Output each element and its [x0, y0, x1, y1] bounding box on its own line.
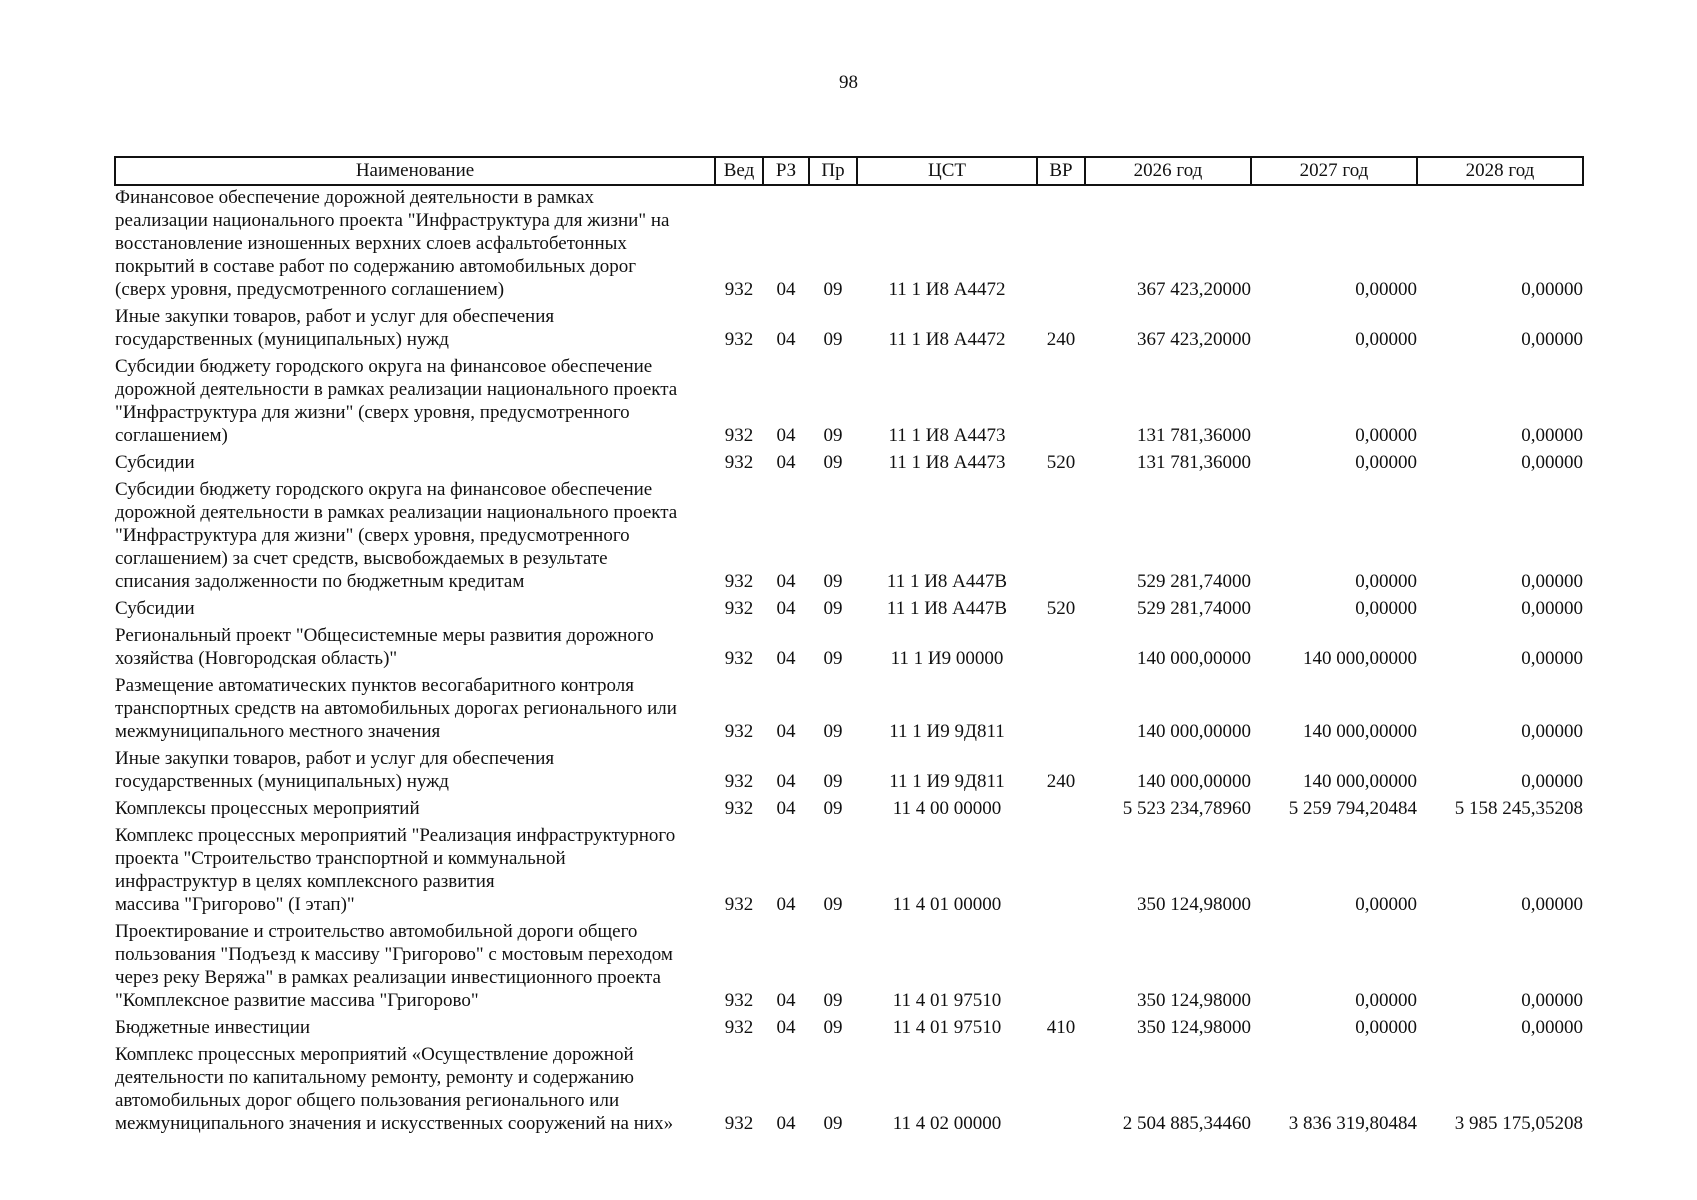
cell-2028: 0,00000	[1521, 598, 1583, 619]
cell-ved: 932	[724, 990, 754, 1011]
cell-2027: 140 000,00000	[1303, 721, 1417, 742]
cell-cst: 11 4 00 00000	[892, 798, 1002, 819]
cell-rz: 04	[776, 990, 796, 1011]
table-header	[115, 157, 1583, 185]
cell-rz: 04	[776, 1017, 796, 1038]
cell-name	[115, 478, 715, 597]
row-name-text: Бюджетные инвестиции	[115, 1017, 311, 1038]
cell-2028: 0,00000	[1521, 1017, 1583, 1038]
cell-2026: 140 000,00000	[1137, 648, 1251, 669]
cell-ved: 932	[724, 798, 754, 819]
cell-rz: 04	[776, 1113, 796, 1134]
cell-2028: 0,00000	[1521, 721, 1583, 742]
cell-rz: 04	[776, 798, 796, 819]
cell-name	[115, 185, 715, 305]
cell-name	[115, 624, 715, 674]
cell-vr: 240	[1046, 771, 1076, 792]
cell-ved: 932	[724, 1113, 754, 1134]
cell-pr: 09	[823, 279, 843, 300]
cell-vr: 410	[1046, 1017, 1076, 1038]
column-header-pr: Пр	[809, 157, 857, 185]
cell-name	[115, 824, 715, 920]
table-row	[115, 1016, 1583, 1043]
row-name-text: Субсидии бюджету городского округа на финансовое обеспечение дорожной деятельности в рамках реализации национального проекта "Инфраструктура для жизни" (сверх уровня, предусмотренного соглашением) за счет средств, высвобождаемых в результате списания задолженности по бюджетным кредитам	[115, 479, 678, 592]
row-name-text: Иные закупки товаров, работ и услуг для обеспечения государственных (муниципальных) нужд	[115, 306, 555, 350]
cell-2026: 140 000,00000	[1137, 771, 1251, 792]
cell-cst: 11 1 И9 00000	[890, 648, 1004, 669]
cell-2027: 0,00000	[1355, 1017, 1417, 1038]
cell-vr	[1037, 674, 1085, 747]
cell-vr	[1037, 797, 1085, 824]
cell-ved: 932	[724, 279, 754, 300]
cell-2028: 3 985 175,05208	[1454, 1113, 1583, 1134]
cell-cst: 11 1 И9 9Д811	[889, 721, 1005, 742]
cell-ved: 932	[724, 571, 754, 592]
cell-2028: 5 158 245,35208	[1454, 798, 1583, 819]
cell-rz: 04	[776, 425, 796, 446]
row-name-text: Субсидии бюджету городского округа на финансовое обеспечение дорожной деятельности в рамках реализации национального проекта "Инфраструктура для жизни" (сверх уровня, предусмотренного соглашением)	[115, 356, 678, 446]
table-row	[115, 597, 1583, 624]
table-row	[115, 478, 1583, 597]
table-row	[115, 920, 1583, 1016]
cell-cst: 11 1 И8 А4473	[888, 425, 1006, 446]
cell-2026: 5 523 234,78960	[1122, 798, 1251, 819]
cell-2026: 2 504 885,34460	[1122, 1113, 1251, 1134]
cell-rz: 04	[776, 279, 796, 300]
cell-ved: 932	[724, 598, 754, 619]
cell-name	[115, 1016, 715, 1043]
cell-cst: 11 1 И8 А4472	[888, 329, 1006, 350]
cell-cst: 11 4 02 00000	[892, 1113, 1002, 1134]
cell-vr	[1037, 478, 1085, 597]
cell-name	[115, 747, 715, 797]
cell-pr: 09	[823, 798, 843, 819]
cell-2028: 0,00000	[1521, 894, 1583, 915]
column-header-2026: 2026 год	[1085, 157, 1251, 185]
cell-vr	[1037, 920, 1085, 1016]
cell-name	[115, 920, 715, 1016]
cell-vr	[1037, 824, 1085, 920]
table-row	[115, 747, 1583, 797]
cell-pr: 09	[823, 1017, 843, 1038]
cell-vr: 520	[1046, 598, 1076, 619]
cell-2028: 0,00000	[1521, 329, 1583, 350]
column-header-2028: 2028 год	[1417, 157, 1583, 185]
column-header-2027: 2027 год	[1251, 157, 1417, 185]
cell-cst: 11 1 И8 А447В	[886, 598, 1008, 619]
page-number: 98	[839, 72, 858, 93]
cell-2027: 0,00000	[1355, 425, 1417, 446]
column-header-name: Наименование	[115, 157, 715, 185]
cell-cst: 11 4 01 00000	[892, 894, 1002, 915]
cell-2027: 0,00000	[1355, 329, 1417, 350]
column-header-rz: РЗ	[763, 157, 809, 185]
cell-pr: 09	[823, 425, 843, 446]
cell-rz: 04	[776, 771, 796, 792]
row-name-text: Комплекс процессных мероприятий "Реализация инфраструктурного проекта "Строительство транспортной и коммунальной инфраструктур в целях комплексного развития массива "Григорово" (I этап)"	[115, 825, 676, 915]
cell-2028: 0,00000	[1521, 425, 1583, 446]
cell-rz: 04	[776, 894, 796, 915]
cell-pr: 09	[823, 329, 843, 350]
cell-2028: 0,00000	[1521, 648, 1583, 669]
cell-name	[115, 451, 715, 478]
cell-2026: 350 124,98000	[1137, 894, 1251, 915]
column-header-vr: ВР	[1037, 157, 1085, 185]
cell-vr: 240	[1046, 329, 1076, 350]
row-name-text: Комплексы процессных мероприятий	[115, 798, 420, 819]
cell-cst: 11 4 01 97510	[892, 1017, 1002, 1038]
row-name-text: Финансовое обеспечение дорожной деятельности в рамках реализации национального проекта "Инфраструктура для жизни" на восстановление изношенных верхних слоев асфальтобетонных покрытий в составе работ по содержанию автомобильных дорог (сверх уровня, предусмотренного соглашением)	[115, 187, 670, 300]
cell-rz: 04	[776, 721, 796, 742]
table-row	[115, 305, 1583, 355]
cell-name	[115, 355, 715, 451]
cell-ved: 932	[724, 1017, 754, 1038]
cell-vr	[1037, 1043, 1085, 1139]
cell-name	[115, 597, 715, 624]
row-name-text: Субсидии	[115, 452, 195, 473]
cell-vr: 520	[1046, 452, 1076, 473]
cell-rz: 04	[776, 598, 796, 619]
cell-vr	[1037, 624, 1085, 674]
cell-cst: 11 1 И8 А447В	[886, 571, 1008, 592]
cell-ved: 932	[724, 648, 754, 669]
column-header-ved: Вед	[715, 157, 763, 185]
cell-pr: 09	[823, 571, 843, 592]
column-header-cst: ЦСТ	[857, 157, 1037, 185]
table-row	[115, 824, 1583, 920]
row-name-text: Комплекс процессных мероприятий «Осуществление дорожной деятельности по капитальному ремонту, ремонту и содержанию автомобильных дорог общего пользования регионального или межмуниципального значения и искусственных сооружений на них»	[115, 1044, 674, 1134]
cell-2027: 5 259 794,20484	[1288, 798, 1417, 819]
table-row	[115, 674, 1583, 747]
cell-2028: 0,00000	[1521, 771, 1583, 792]
row-name-text: Проектирование и строительство автомобильной дороги общего пользования "Подъезд к массиву "Григорово" с мостовым переходом через реку Веряжа" в рамках реализации инвестиционного проекта "Комплексное развитие массива "Григорово"	[115, 921, 673, 1011]
cell-name	[115, 305, 715, 355]
cell-2026: 529 281,74000	[1137, 571, 1251, 592]
cell-ved: 932	[724, 771, 754, 792]
cell-2027: 0,00000	[1355, 598, 1417, 619]
cell-ved: 932	[724, 329, 754, 350]
cell-cst: 11 1 И8 А4473	[888, 452, 1006, 473]
table-row	[115, 355, 1583, 451]
row-name-text: Иные закупки товаров, работ и услуг для обеспечения государственных (муниципальных) нужд	[115, 748, 555, 792]
cell-2026: 131 781,36000	[1137, 452, 1251, 473]
cell-2027: 140 000,00000	[1303, 648, 1417, 669]
budget-table	[114, 156, 1584, 1139]
cell-2027: 3 836 319,80484	[1288, 1113, 1417, 1134]
cell-ved: 932	[724, 452, 754, 473]
cell-pr: 09	[823, 598, 843, 619]
cell-rz: 04	[776, 648, 796, 669]
cell-cst: 11 1 И8 А4472	[888, 279, 1006, 300]
cell-2026: 529 281,74000	[1137, 598, 1251, 619]
cell-2028: 0,00000	[1521, 990, 1583, 1011]
cell-2026: 367 423,20000	[1137, 329, 1251, 350]
cell-2026: 131 781,36000	[1137, 425, 1251, 446]
table-row	[115, 1043, 1583, 1139]
cell-ved: 932	[724, 721, 754, 742]
cell-2027: 140 000,00000	[1303, 771, 1417, 792]
cell-cst: 11 4 01 97510	[892, 990, 1002, 1011]
cell-2027: 0,00000	[1355, 894, 1417, 915]
cell-2028: 0,00000	[1521, 279, 1583, 300]
cell-2026: 367 423,20000	[1137, 279, 1251, 300]
cell-ved: 932	[724, 425, 754, 446]
cell-cst: 11 1 И9 9Д811	[889, 771, 1005, 792]
cell-pr: 09	[823, 1113, 843, 1134]
cell-2026: 140 000,00000	[1137, 721, 1251, 742]
table-row	[115, 624, 1583, 674]
cell-2027: 0,00000	[1355, 452, 1417, 473]
cell-pr: 09	[823, 894, 843, 915]
table-body	[115, 185, 1583, 1139]
cell-rz: 04	[776, 329, 796, 350]
cell-ved: 932	[724, 894, 754, 915]
cell-2028: 0,00000	[1521, 571, 1583, 592]
row-name-text: Субсидии	[115, 598, 195, 619]
cell-2027: 0,00000	[1355, 279, 1417, 300]
cell-pr: 09	[823, 771, 843, 792]
cell-pr: 09	[823, 721, 843, 742]
cell-vr	[1037, 355, 1085, 451]
row-name-text: Региональный проект "Общесистемные меры развития дорожного хозяйства (Новгородская область)"	[115, 625, 654, 669]
cell-2027: 0,00000	[1355, 571, 1417, 592]
cell-vr	[1037, 185, 1085, 305]
cell-name	[115, 1043, 715, 1139]
cell-rz: 04	[776, 452, 796, 473]
cell-pr: 09	[823, 452, 843, 473]
table-row	[115, 185, 1583, 305]
cell-2027: 0,00000	[1355, 990, 1417, 1011]
cell-name	[115, 674, 715, 747]
cell-name	[115, 797, 715, 824]
cell-2026: 350 124,98000	[1137, 990, 1251, 1011]
cell-2026: 350 124,98000	[1137, 1017, 1251, 1038]
row-name-text: Размещение автоматических пунктов весогабаритного контроля транспортных средств на автомобильных дорогах регионального или межмуниципального местного значения	[115, 675, 677, 742]
table-row	[115, 451, 1583, 478]
table-row	[115, 797, 1583, 824]
cell-pr: 09	[823, 990, 843, 1011]
cell-rz: 04	[776, 571, 796, 592]
cell-pr: 09	[823, 648, 843, 669]
cell-2028: 0,00000	[1521, 452, 1583, 473]
